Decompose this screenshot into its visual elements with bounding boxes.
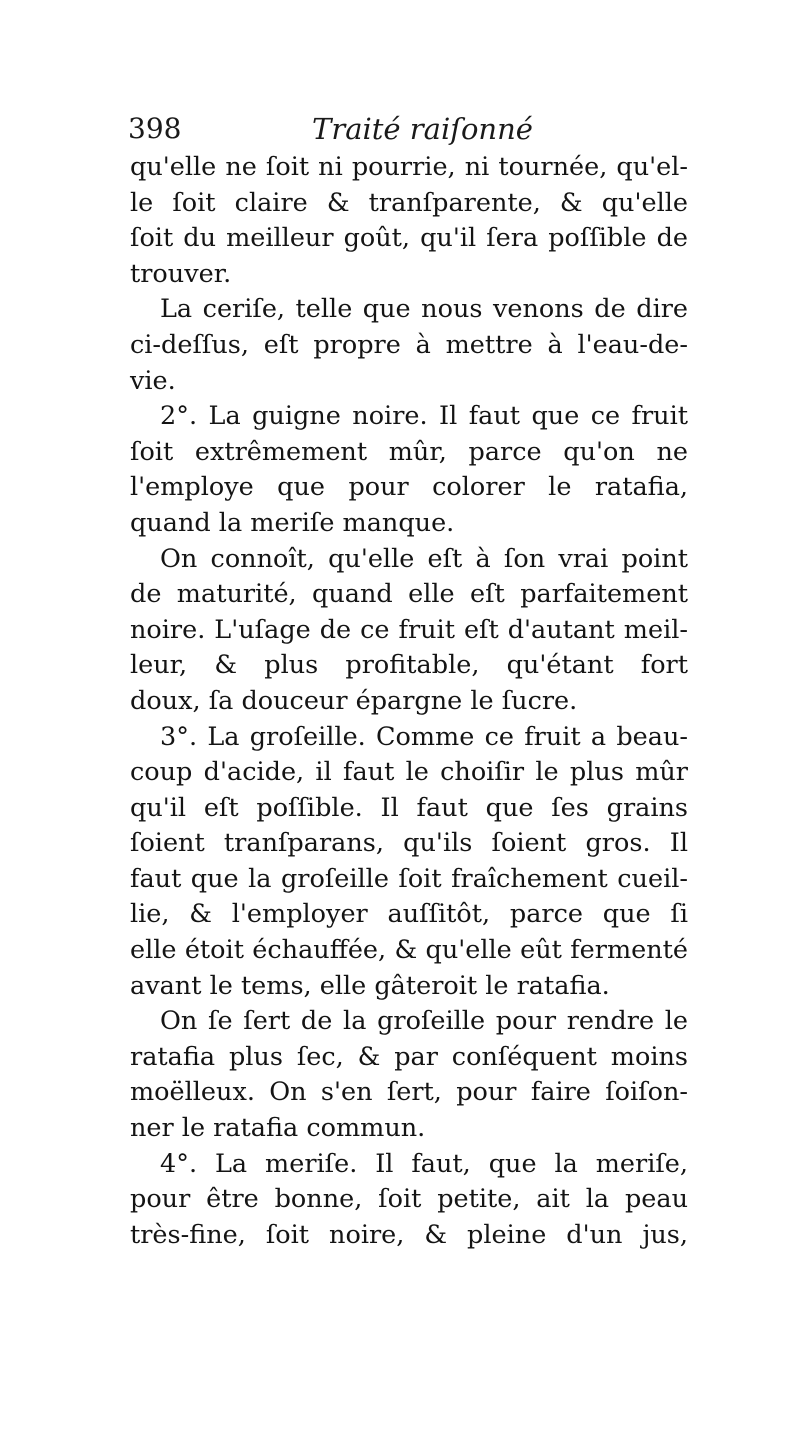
text-line: avant le tems, elle gâteroit le ratafia. — [130, 970, 610, 1001]
text-line: coup d'acide, il faut le choiſir le plus mûr — [130, 757, 688, 788]
text-line: l'employe que pour colorer le ratafia, — [130, 472, 688, 503]
text-line: ſoit extrêmement mûr, parce qu'on ne — [130, 436, 688, 467]
body-text — [130, 150, 688, 1253]
text-line: 3°. La groſeille. Comme ce fruit a beau- — [160, 721, 688, 752]
text-line: qu'elle ne ſoit ni pourrie, ni tournée, qu'el- — [130, 152, 688, 182]
text-line: trouver. — [130, 258, 232, 289]
text-line: ratafia plus ſec, & par conſéquent moins — [130, 1041, 688, 1072]
text-line: 2°. La guigne noire. Il faut que ce fruit — [160, 401, 688, 432]
running-title: Traité raiſonné — [312, 112, 533, 146]
text-line: lie, & l'employer auſſitôt, parce que ſi — [130, 899, 688, 930]
text-line: de maturité, quand elle eſt parfaitement — [130, 579, 688, 610]
text-line: La ceriſe, telle que nous venons de dire — [160, 294, 688, 325]
text-line: pour être bonne, ſoit petite, ait la peau — [130, 1184, 688, 1215]
text-line: quand la meriſe manque. — [130, 507, 455, 538]
text-line: qu'il eſt poſſible. Il faut que ſes grains — [130, 792, 688, 823]
text-line: le ſoit claire & tranſparente, & qu'elle — [130, 187, 688, 218]
text-line: ci-deſſus, eſt propre à mettre à l'eau-de- — [130, 329, 688, 360]
text-line: elle étoit échauffée, & qu'elle eût fermenté — [130, 935, 688, 966]
text-line: On connoît, qu'elle eſt à ſon vrai point — [160, 543, 688, 574]
text-line: doux, ſa douceur épargne le ſucre. — [130, 685, 578, 716]
text-line: moëlleux. On s'en ſert, pour faire ſoiſon- — [130, 1077, 688, 1108]
text-line: 4°. La meriſe. Il faut, que la meriſe, — [160, 1148, 688, 1179]
text-line: ner le ratafia commun. — [130, 1113, 426, 1144]
text-line: On ſe ſert de la groſeille pour rendre le — [160, 1006, 688, 1037]
page-number: 398 — [128, 112, 182, 145]
text-line: faut que la groſeille ſoit fraîchement cueil- — [130, 863, 688, 894]
text-line: noire. L'uſage de ce fruit eſt d'autant meil- — [130, 614, 688, 645]
text-line: leur, & plus profitable, qu'étant fort — [130, 650, 688, 681]
text-line: ſoit du meilleur goût, qu'il ſera poſſible de — [130, 223, 688, 254]
text-line: vie. — [130, 365, 176, 396]
text-line: ſoient tranſparans, qu'ils ſoient gros. Il — [130, 828, 688, 859]
text-line: très-fine, ſoit noire, & pleine d'un jus, — [130, 1219, 688, 1250]
